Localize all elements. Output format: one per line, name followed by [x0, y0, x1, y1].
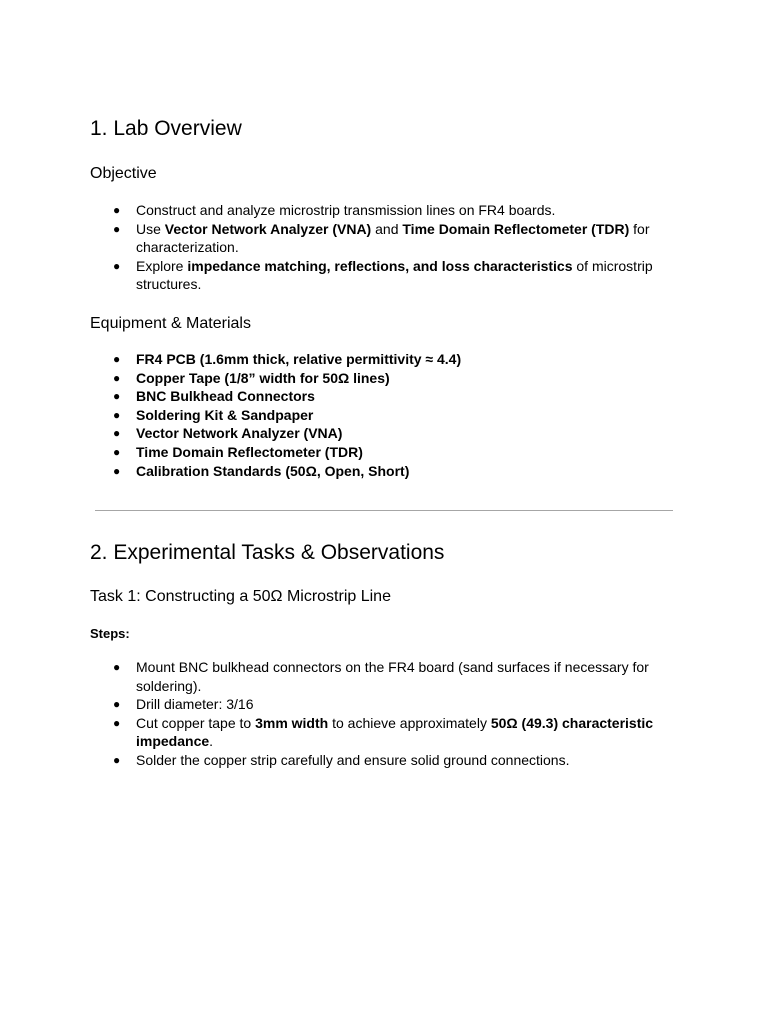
list-item-text: Explore	[136, 257, 188, 274]
bullet-icon: ●	[113, 715, 121, 730]
list-item-text: Copper Tape (1/8” width for 50Ω lines)	[136, 369, 390, 386]
bullet-icon: ●	[113, 463, 121, 478]
bullet-icon: ●	[113, 697, 121, 712]
bullet-icon: ●	[113, 258, 121, 273]
list-item-text: Soldering Kit & Sandpaper	[136, 406, 314, 423]
list-item	[0, 462, 658, 481]
bullet-icon: ●	[113, 426, 121, 441]
list-item-emphasis: impedance matching, reflections, and loss characteristics	[187, 257, 573, 274]
objective-heading: Objective	[90, 165, 157, 182]
list-item-text: to achieve approximately	[328, 714, 491, 731]
objective-list	[0, 201, 768, 294]
bullet-icon: ●	[113, 407, 121, 422]
section-divider	[95, 510, 673, 511]
bullet-icon: ●	[113, 660, 121, 674]
bullet-icon: ●	[113, 370, 121, 385]
list-item-text: .	[209, 733, 214, 750]
section-2-title: 2. Experimental Tasks & Observations	[90, 541, 445, 564]
list-item-text: Mount BNC bulkhead connectors on the FR4 board (sand surfaces if necessary for soldering).	[136, 659, 649, 694]
list-item	[0, 443, 658, 462]
list-item-text: of microstrip structures.	[136, 257, 653, 293]
list-item-emphasis: Time Domain Reflectometer (TDR)	[402, 220, 630, 237]
list-item-text: for characterization.	[136, 220, 650, 256]
bullet-icon: ●	[113, 203, 121, 217]
list-item	[0, 369, 658, 388]
list-item	[0, 257, 658, 294]
list-item-emphasis: 50Ω (49.3) characteristic impedance	[136, 714, 654, 750]
equipment-heading: Equipment & Materials	[90, 315, 251, 332]
equipment-list	[0, 350, 768, 480]
bullet-icon: ●	[113, 444, 121, 459]
list-item	[0, 406, 658, 425]
list-item	[0, 695, 658, 714]
list-item-text: FR4 PCB (1.6mm thick, relative permittivity ≈ 4.4)	[136, 351, 462, 367]
list-item	[0, 658, 658, 695]
list-item	[0, 220, 658, 257]
list-item	[0, 714, 658, 751]
bullet-icon: ●	[113, 752, 121, 767]
list-item-text: Time Domain Reflectometer (TDR)	[136, 443, 363, 460]
bullet-icon: ●	[113, 389, 121, 404]
list-item-text: Cut copper tape to	[136, 714, 256, 731]
steps-label: Steps:	[90, 626, 130, 641]
list-item-text: BNC Bulkhead Connectors	[136, 388, 315, 405]
list-item-emphasis: 3mm width	[255, 714, 329, 731]
list-item	[0, 350, 658, 369]
list-item	[0, 201, 658, 220]
task-1-heading: Task 1: Constructing a 50Ω Microstrip Line	[90, 588, 391, 605]
bullet-icon: ●	[113, 221, 121, 236]
list-item-text: Calibration Standards (50Ω, Open, Short)	[136, 462, 410, 479]
section-1-title: 1. Lab Overview	[90, 117, 242, 140]
list-item-text: Solder the copper strip carefully and ensure solid ground connections.	[136, 751, 570, 768]
list-item-text: Use	[136, 220, 165, 237]
list-item-text: and	[371, 220, 403, 237]
list-item	[0, 387, 658, 406]
list-item	[0, 424, 658, 443]
list-item-text: Vector Network Analyzer (VNA)	[136, 425, 343, 442]
list-item-text: Drill diameter: 3/16	[136, 696, 254, 713]
list-item-emphasis: Vector Network Analyzer (VNA)	[164, 220, 372, 237]
bullet-icon: ●	[113, 352, 121, 366]
list-item-text: Construct and analyze microstrip transmission lines on FR4 boards.	[136, 202, 556, 218]
list-item	[0, 751, 658, 770]
steps-list	[0, 658, 768, 770]
